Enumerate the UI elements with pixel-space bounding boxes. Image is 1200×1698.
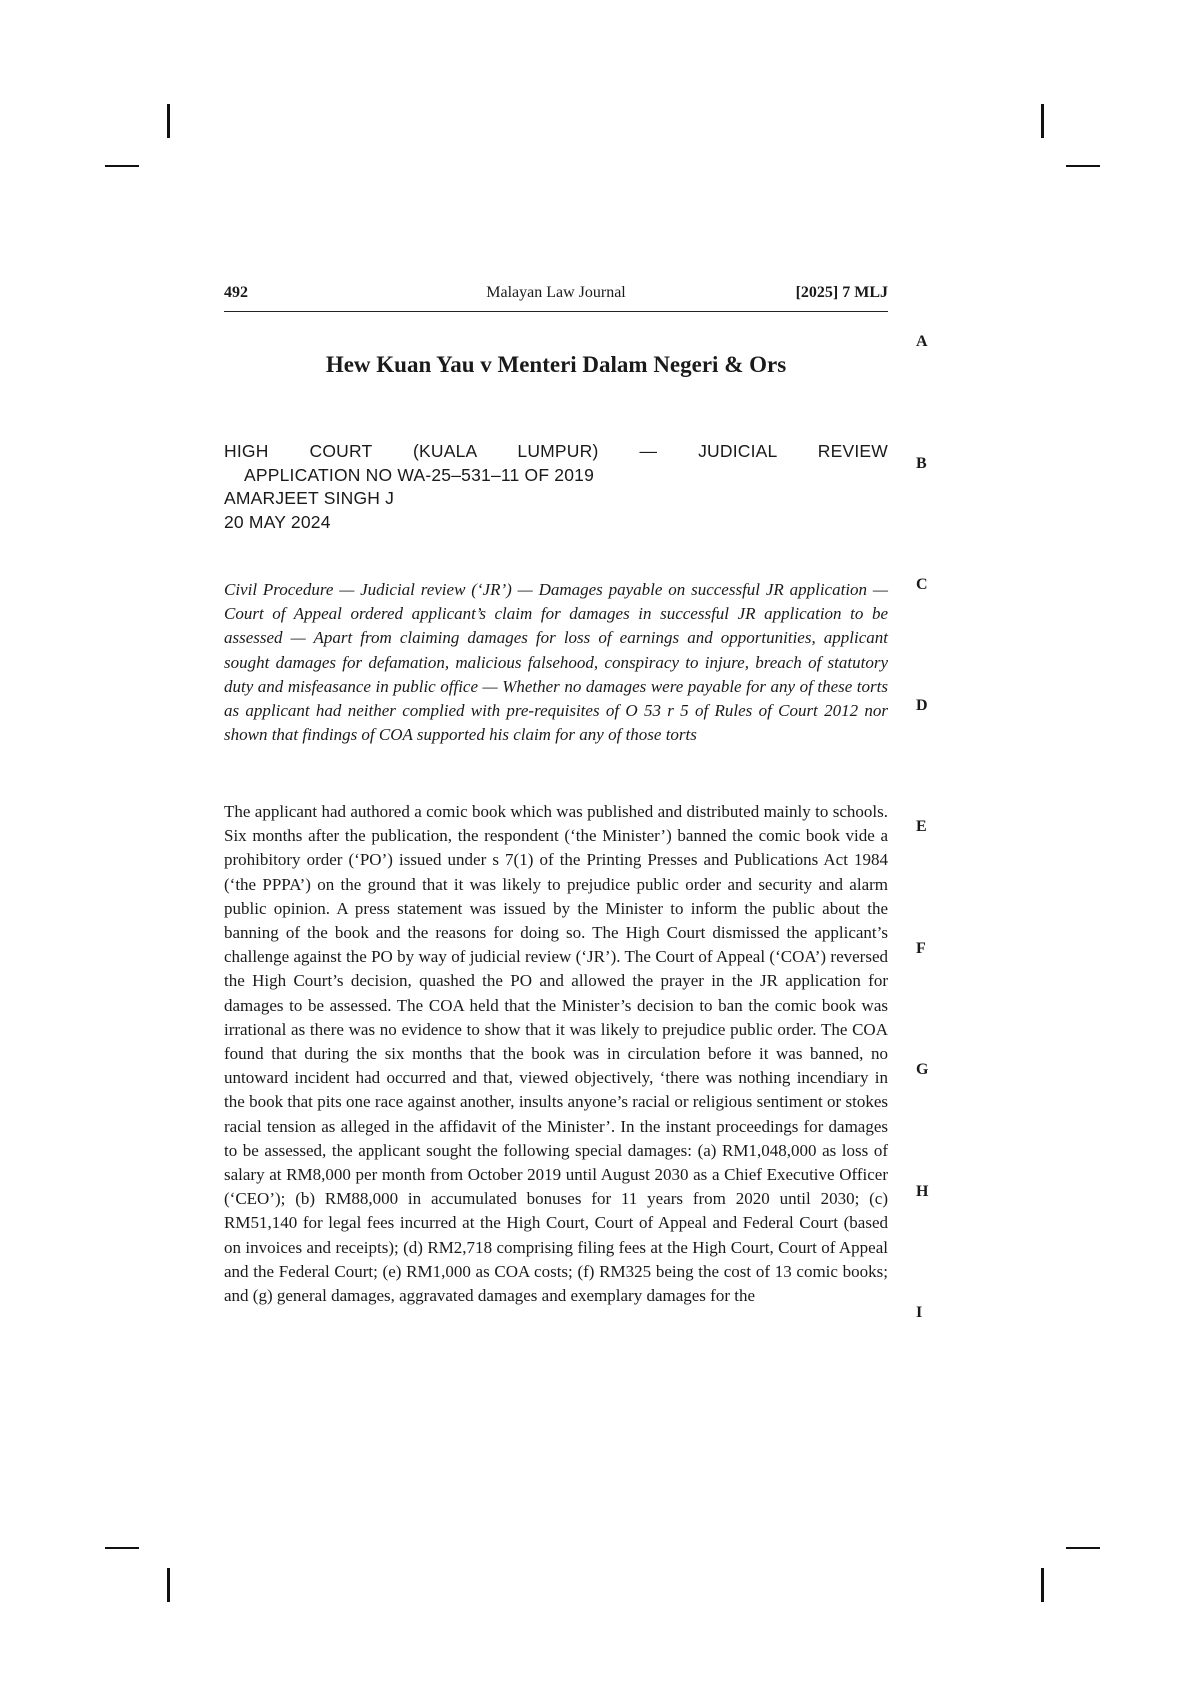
- application-number: APPLICATION NO WA-25–531–11 OF 2019: [244, 464, 595, 485]
- margin-letter-i: I: [916, 1304, 923, 1321]
- margin-letter-e: E: [916, 818, 927, 835]
- case-title: Hew Kuan Yau v Menteri Dalam Negeri & Ors: [325, 352, 787, 377]
- running-header: [224, 284, 888, 310]
- crop-mark-top-left-vertical: [167, 104, 170, 138]
- court-details: [224, 440, 888, 534]
- judge-name: AMARJEET SINGH J: [224, 488, 395, 508]
- journal-name: Malayan Law Journal: [486, 284, 626, 301]
- header-rule: [224, 311, 888, 312]
- court-name: HIGH COURT (KUALA LUMPUR) — JUDICIAL REVIEW: [224, 441, 888, 461]
- margin-letter-d: D: [916, 697, 928, 714]
- crop-mark-bottom-left-horizontal: [105, 1547, 139, 1549]
- crop-mark-top-right-horizontal: [1066, 165, 1100, 167]
- margin-letter-c: C: [916, 576, 928, 593]
- judgment-date: 20 MAY 2024: [224, 511, 331, 532]
- margin-letter-b: B: [916, 455, 927, 472]
- catchwords: Civil Procedure — Judicial review (‘JR’) — Damages payable on successful JR application — Court of Appeal ordered applicant’s claim for damages in successful JR application to be assessed — Apart from claiming damages for loss of earnings and opportunities, applicant sought damages for defamation, malicious falsehood, conspiracy to injure, breach of statutory duty and misfeasance in public office — Whether no damages were payable for any of these torts as applicant had neither complied with pre-requisites of O 53 r 5 of Rules of Court 2012 nor shown that findings of COA supported his claim for any of those torts: [224, 580, 888, 745]
- crop-mark-top-right-vertical: [1041, 104, 1044, 138]
- margin-letter-h: H: [916, 1183, 929, 1200]
- margin-letter-a: A: [916, 333, 928, 350]
- crop-mark-bottom-right-vertical: [1041, 1568, 1044, 1602]
- margin-letter-f: F: [916, 940, 926, 957]
- crop-mark-bottom-right-horizontal: [1066, 1547, 1100, 1549]
- headnote-paragraph: The applicant had authored a comic book which was published and distributed mainly to schools. Six months after the publication, the respondent (‘the Minister’) banned the comic book vide a prohibitory order (‘PO’) issued under s 7(1) of the Printing Presses and Publications Act 1984 (‘the PPPA’) on the ground that it was likely to prejudice public order and security and alarm public opinion. A press statement was issued by the Minister to inform the public about the banning of the book and the reasons for doing so. The High Court dismissed the applicant’s challenge against the PO by way of judicial review (‘JR’). The Court of Appeal (‘COA’) reversed the High Court’s decision, quashed the PO and allowed the prayer in the JR application for damages to be assessed. The COA held that the Minister’s decision to ban the comic book was irrational as there was no evidence to show that it was likely to prejudice public order. The COA found that during the six months that the book was in circulation before it was banned, no untoward incident had occurred and that, viewed objectively, ‘there was nothing incendiary in the book that pits one race against another, insults anyone’s racial or religious sentiment or stokes racial tension as alleged in the affidavit of the Minister’. In the instant proceedings for damages to be assessed, the applicant sought the following special damages: (a) RM1,048,000 as loss of salary at RM8,000 per month from October 2019 until August 2030 as a Chief Executive Officer (‘CEO’); (b) RM88,000 in accumulated bonuses for 11 years from 2020 until 2030; (c) RM51,140 for legal fees incurred at the High Court, Court of Appeal and Federal Court (based on invoices and receipts); (d) RM2,718 comprising filing fees at the High Court, Court of Appeal and the Federal Court; (e) RM1,000 as COA costs; (f) RM325 being the cost of 13 comic books; and (g) general damages, aggravated damages and exemplary damages for the: [224, 802, 888, 1306]
- page-number: 492: [224, 284, 248, 301]
- margin-letter-g: G: [916, 1061, 929, 1078]
- crop-mark-bottom-left-vertical: [167, 1568, 170, 1602]
- crop-mark-top-left-horizontal: [105, 165, 139, 167]
- citation: [2025] 7 MLJ: [795, 284, 888, 301]
